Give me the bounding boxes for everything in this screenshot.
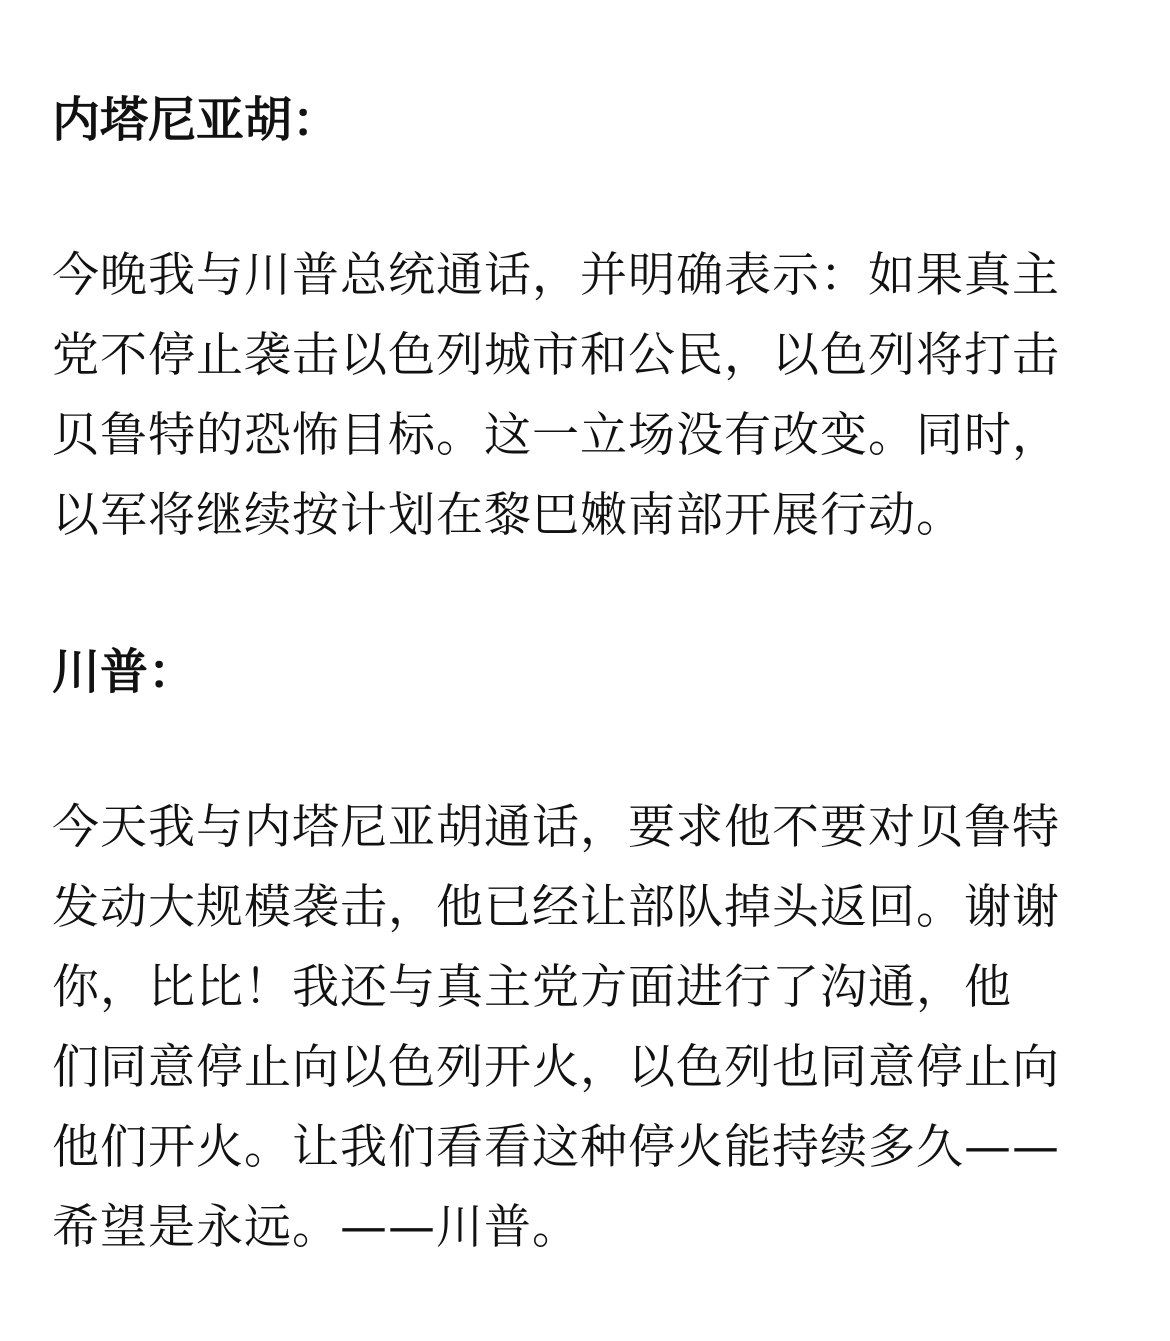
text-line: 党不停止袭击以色列城市和公民，以色列将打击 (52, 328, 1060, 383)
statement-text (52, 788, 1118, 1268)
speaker-label: 川普： (52, 644, 197, 700)
text-line: 今晚我与川普总统通话，并明确表示：如果真主 (52, 248, 1060, 303)
text-line: 贝鲁特的恐怖目标。这一立场没有改变。同时， (52, 408, 1060, 463)
statement-trump (52, 632, 1118, 1268)
statement-text (52, 236, 1118, 556)
speaker-label: 内塔尼亚胡： (52, 92, 341, 148)
text-line: 他们开火。让我们看看这种停火能持续多久—— (52, 1120, 1060, 1175)
text-line: 今天我与内塔尼亚胡通话，要求他不要对贝鲁特 (52, 800, 1060, 855)
statement-netanyahu (52, 80, 1118, 556)
text-line: 你，比比！我还与真主党方面进行了沟通，他 (52, 960, 1012, 1015)
text-line: 希望是永远。——川普。 (52, 1200, 580, 1255)
text-line: 以军将继续按计划在黎巴嫩南部开展行动。 (52, 488, 964, 543)
text-line: 们同意停止向以色列开火，以色列也同意停止向 (52, 1040, 1060, 1095)
text-line: 发动大规模袭击，他已经让部队掉头返回。谢谢 (52, 880, 1060, 935)
